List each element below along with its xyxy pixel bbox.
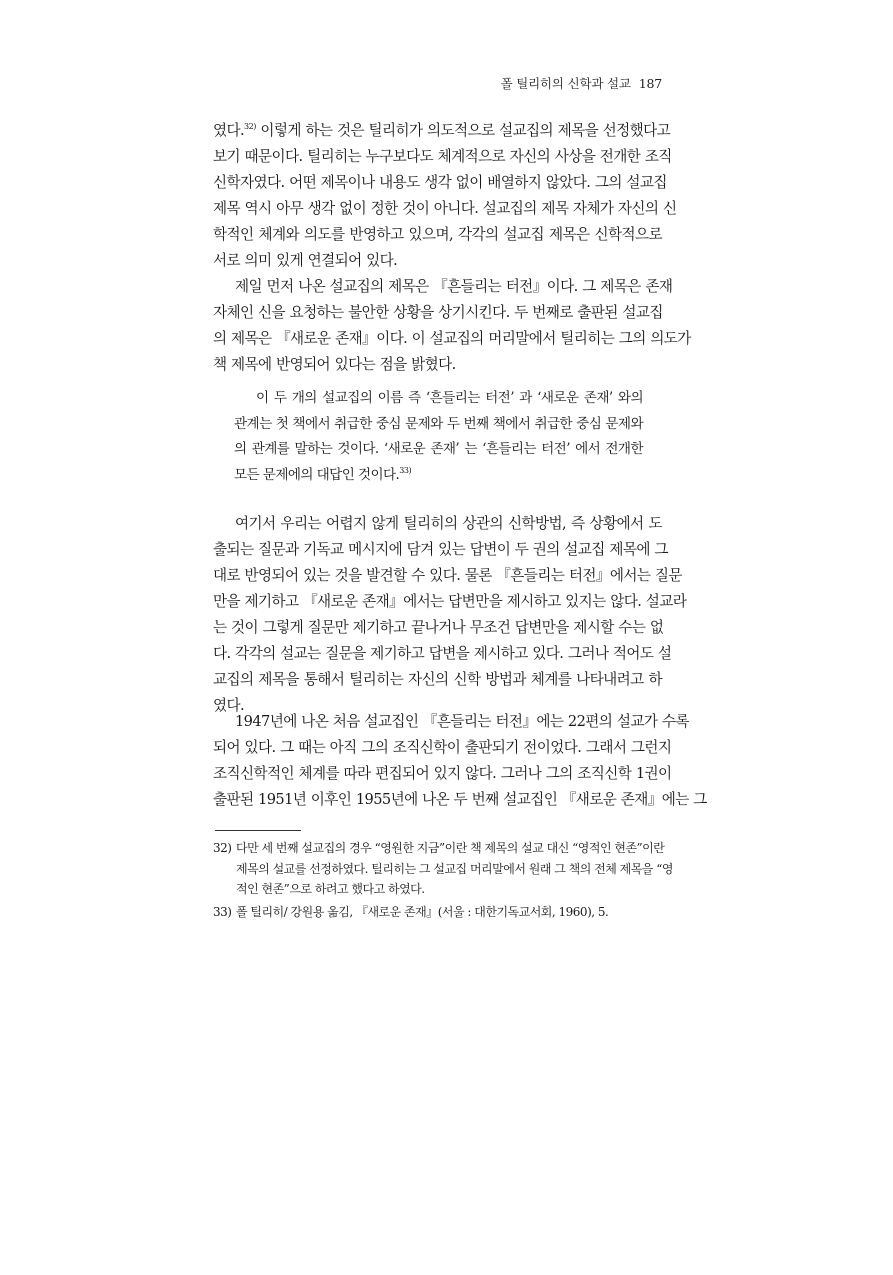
quote-line: 모든 문제에의 대답인 것이다.$^{33)}$ — [234, 465, 412, 483]
text-line: 는 것이 그렇게 질문만 제기하고 끝나거나 무조건 답변만을 제시할 수는 없 — [213, 619, 664, 636]
text-line: 였다. — [213, 697, 245, 714]
footnote-line: 폴 틸리히/ 강원용 옮김, 『새로운 존재』(서울 : 대한기독교서회, 1960), 5. — [236, 904, 609, 919]
footnote-32 — [213, 838, 673, 900]
footnotes — [213, 838, 673, 922]
text-line: 출판된 1951년 이후인 1955년에 나온 두 번째 설교집인 『새로운 존재』에는 그 — [213, 791, 707, 808]
paragraph-4 — [213, 709, 707, 813]
footnote-line: 적인 현존”으로 하려고 했다고 하였다. — [236, 882, 425, 896]
text-line: 자체인 신을 요청하는 불안한 상황을 상기시킨다. 두 번째로 출판된 설교집 — [213, 304, 663, 321]
footnote-number: 32) — [213, 841, 232, 855]
blockquote — [234, 386, 643, 488]
page-number: 187 — [638, 76, 662, 91]
paragraph-2 — [213, 274, 691, 378]
running-head-title: 폴 틸리히의 신학과 설교 — [500, 76, 631, 91]
text-line: 책 제목에 반영되어 있다는 점을 밝혔다. — [213, 356, 456, 373]
text-line: 조직신학적인 체계를 따라 편집되어 있지 않다. 그러나 그의 조직신학 1권이 — [213, 765, 672, 782]
footnote-number: 33) — [213, 904, 232, 919]
text-line: 교집의 제목을 통해서 틸리히는 자신의 신학 방법과 체계를 나타내려고 하 — [213, 671, 662, 688]
text-line: 보기 때문이다. 틸리히는 누구보다도 체계적으로 자신의 사상을 전개한 조직 — [213, 148, 672, 165]
footnote-divider — [215, 830, 301, 831]
quote-line: 관계는 첫 책에서 취급한 중심 문제와 두 번째 책에서 취급한 중심 문제와 — [234, 415, 643, 432]
text-line: 1947년에 나온 처음 설교집인 『흔들리는 터전』에는 22편의 설교가 수록 — [235, 713, 689, 730]
running-head — [501, 74, 662, 92]
text-line: 학적인 체계와 의도를 반영하고 있으며, 각각의 설교집 제목은 신학적으로 — [213, 226, 662, 243]
text-line: 였다.$^{32)}$ 이렇게 하는 것은 틸리히가 의도적으로 설교집의 제목을 선정했다고 — [213, 122, 671, 139]
text-line: 출되는 질문과 기독교 메시지에 담겨 있는 답변이 두 권의 설교집 제목에 그 — [213, 541, 668, 558]
text-line: 의 제목은 『새로운 존재』이다. 이 설교집의 머리말에서 틸리히는 그의 의도가 — [213, 330, 691, 347]
text-line: 다. 각각의 설교는 질문을 제기하고 답변을 제시하고 있다. 그러나 적어도 설 — [213, 645, 672, 662]
text-line: 만을 제기하고 『새로운 존재』에서는 답변만을 제시하고 있지는 않다. 설교라 — [213, 593, 687, 610]
text-line: 여기서 우리는 어렵지 않게 틸리히의 상관의 신학방법, 즉 상황에서 도 — [235, 515, 662, 532]
footnote-ref-32[interactable]: 32) — [244, 122, 256, 131]
text-line: 신학자였다. 어떤 제목이나 내용도 생각 없이 배열하지 않았다. 그의 설교집 — [213, 174, 667, 191]
footnote-line: 다만 세 번째 설교집의 경우 “영원한 지금”이란 책 제목의 설교 대신 “영적인 현존”이란 — [236, 841, 665, 855]
footnote-ref-33[interactable]: 33) — [399, 465, 412, 475]
text-line: 서로 의미 있게 연결되어 있다. — [213, 252, 398, 269]
quote-line: 의 관계를 말하는 것이다. ‘새로운 존재’ 는 ‘흔들리는 터전’ 에서 전개한 — [234, 441, 643, 458]
paragraph-3 — [213, 511, 687, 719]
quote-line: 이 두 개의 설교집의 이름 즉 ‘흔들리는 터전’ 과 ‘새로운 존재’ 와의 — [256, 390, 643, 406]
footnote-33 — [213, 902, 662, 923]
text-line: 제일 먼저 나온 설교집의 제목은 『흔들리는 터전』이다. 그 제목은 존재 — [235, 278, 673, 295]
paragraph-1 — [213, 118, 677, 274]
footnote-line: 제목의 설교를 선정하였다. 틸리히는 그 설교집 머리말에서 원래 그 책의 전체 제목을 “영 — [236, 861, 673, 876]
text-line: 되어 있다. 그 때는 아직 그의 조직신학이 출판되기 전이었다. 그래서 그런지 — [213, 739, 672, 756]
text-line: 제목 역시 아무 생각 없이 정한 것이 아니다. 설교집의 제목 자체가 자신의 신 — [213, 200, 677, 217]
text-line: 대로 반영되어 있는 것을 발견할 수 있다. 물론 『흔들리는 터전』에서는 질문 — [213, 567, 682, 584]
